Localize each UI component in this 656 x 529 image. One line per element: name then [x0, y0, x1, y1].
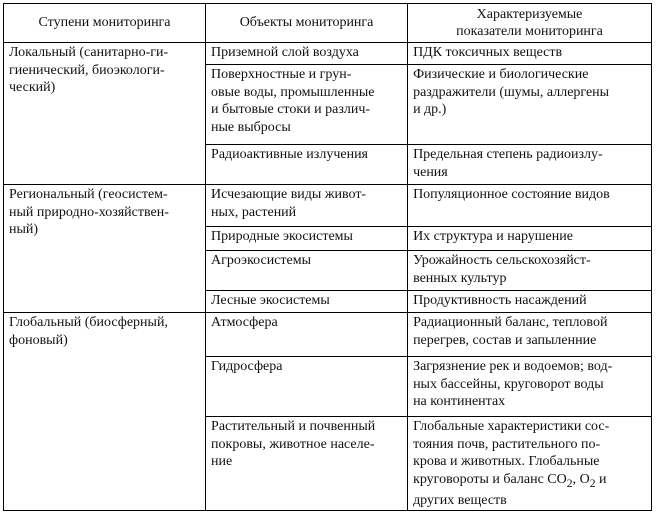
object-cell: Радиоактивные излучения	[206, 145, 408, 185]
indicator-cell: Их структура и нарушение	[408, 227, 652, 251]
header-objects: Объекты мониторинга	[206, 4, 408, 43]
header-levels: Ступени мониторинга	[4, 4, 206, 43]
object-cell: Поверхностные и грун- овые воды, промышленные и бытовые стоки и различ- ные выбросы	[206, 65, 408, 145]
object-cell: Агроэкосистемы	[206, 251, 408, 291]
object-cell: Гидросфера	[206, 357, 408, 417]
subscript: 2	[566, 476, 573, 490]
indicator-cell: Радиационный баланс, тепловой перегрев, состав и запыленние	[408, 313, 652, 357]
indicator-cell: Урожайность сельскохозяйст- венных культур	[408, 251, 652, 291]
table-row	[4, 313, 652, 357]
indicator-cell: Продуктивность насаждений	[408, 291, 652, 313]
header-indicators: Характеризуемые показатели мониторинга	[408, 4, 652, 43]
subscript: 2	[589, 476, 596, 490]
indicator-cell: Глобальные характеристики сос- тояния почв, растительного по- крова и животных. Глобальные круговороты и баланс $CO_2$, $O_2$ и других веществ	[408, 417, 652, 511]
object-cell: Лесные экосистемы	[206, 291, 408, 313]
table-header-row	[4, 4, 652, 43]
indicator-cell: Загрязнение рек и водоемов; вод- ных бассейны, круговорот воды на континентах	[408, 357, 652, 417]
level-cell-local: Локальный (санитарно-ги- гиенический, биоэкологи- ческий)	[4, 43, 206, 185]
indicator-cell: Физические и биологические раздражители (шумы, аллергены и др.)	[408, 65, 652, 145]
object-cell: Атмосфера	[206, 313, 408, 357]
indicator-cell: Предельная степень радиоизлу- чения	[408, 145, 652, 185]
indicator-cell: Популяционное состояние видов	[408, 185, 652, 227]
object-cell: Природные экосистемы	[206, 227, 408, 251]
table-row	[4, 43, 652, 65]
level-cell-regional: Региональный (геосистем- ный природно-хозяйствен- ный)	[4, 185, 206, 313]
level-cell-global: Глобальный (биосферный, фоновый)	[4, 313, 206, 511]
object-cell: Растительный и почвенный покровы, животное населе- ние	[206, 417, 408, 511]
indicator-cell: ПДК токсичных веществ	[408, 43, 652, 65]
table-row	[4, 185, 652, 227]
object-cell: Приземной слой воздуха	[206, 43, 408, 65]
monitoring-table	[3, 3, 652, 511]
object-cell: Исчезающие виды живот- ных, растений	[206, 185, 408, 227]
